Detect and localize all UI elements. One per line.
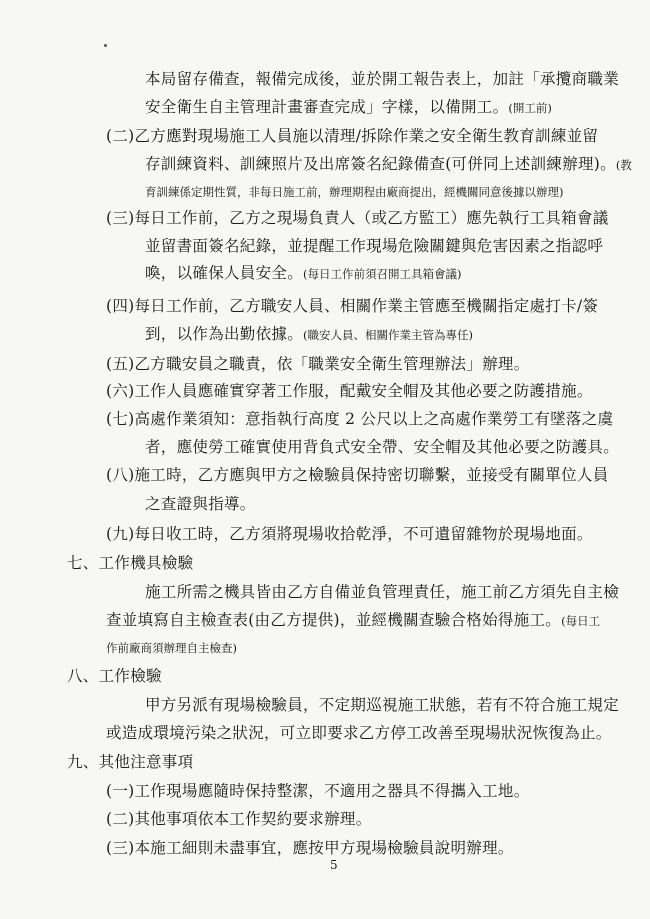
item-6: (六)工作人員應確實穿著工作服，配戴安全帽及其他必要之防護措施。 bbox=[106, 382, 593, 400]
section-9-item-1: (一)工作現場應隨時保持整潔，不適用之器具不得攜入工地。 bbox=[106, 782, 530, 800]
item-2-line-1: (二)乙方應對現場施工人員施以清理/拆除作業之安全衛生教育訓練並留 bbox=[106, 127, 599, 145]
section-9-item-3: (三)本施工細則未盡事宜，應按甲方現場檢驗員說明辦理。 bbox=[106, 839, 514, 857]
item-2-line-2: 存訓練資料、訓練照片及出席簽名紀錄備查(可併同上述訓練辦理)。(教 bbox=[145, 155, 632, 173]
item-7-line-1: (七)高處作業須知：意指執行高度 2 公尺以上之高處作業勞工有墜落之虞 bbox=[106, 410, 614, 428]
item-4-line-1: (四)每日工作前，乙方職安人員、相關作業主管應至機關指定處打卡/簽 bbox=[106, 297, 599, 315]
item-7-line-2: 者，應使勞工確實使用背負式安全帶、安全帽及其他必要之防護具。 bbox=[145, 438, 620, 456]
item-5: (五)乙方職安員之職責，依「職業安全衛生管理辦法」辦理。 bbox=[106, 355, 530, 373]
line-1: 本局留存備查，報備完成後，並於開工報告表上，加註「承攬商職業 bbox=[145, 70, 620, 88]
section-7-line-2: 查並填寫自主檢查表(由乙方提供)，並經機關查驗合格始得施工。(每日工 bbox=[106, 611, 601, 629]
item-8-line-1: (八)施工時，乙方應與甲方之檢驗員保持密切聯繫，並接受有關單位人員 bbox=[106, 466, 609, 484]
item-2-note: 育訓練係定期性質，非每日施工前，辦理期程由廠商提出，經機關同意後據以辦理) bbox=[145, 185, 564, 199]
section-7-line-1: 施工所需之機具皆由乙方自備並負管理責任，施工前乙方須先自主檢 bbox=[145, 583, 620, 601]
section-7-note: 作前廠商須辦理自主檢查) bbox=[106, 641, 237, 655]
line-2: 安全衛生自主管理計畫審查完成」字樣，以備開工。(開工前) bbox=[145, 98, 552, 116]
item-3-line-2: 並留書面簽名紀錄，並提醒工作現場危險關鍵與危害因素之指認呼 bbox=[145, 237, 604, 255]
item-3-line-3: 喚，以確保人員安全。(每日工作前須召開工具箱會議) bbox=[145, 264, 462, 282]
item-4-line-2: 到，以作為出勤依據。(職安人員、相關作業主管為專任) bbox=[145, 325, 473, 343]
item-3-line-1: (三)每日工作前，乙方之現場負責人（或乙方監工）應先執行工具箱會議 bbox=[106, 209, 609, 227]
section-8-line-1: 甲方另派有現場檢驗員，不定期巡視施工狀態，若有不符合施工規定 bbox=[145, 696, 620, 714]
section-7-heading: 七、工作機具檢驗 bbox=[67, 554, 194, 572]
scan-speck bbox=[104, 44, 107, 47]
page-number: 5 bbox=[330, 858, 338, 872]
section-9-item-2: (二)其他事項依本工作契約要求辦理。 bbox=[106, 810, 372, 828]
section-8-heading: 八、工作檢驗 bbox=[67, 667, 162, 685]
section-9-heading: 九、其他注意事項 bbox=[67, 753, 194, 771]
item-8-line-2: 之查證與指導。 bbox=[145, 495, 256, 513]
item-9: (九)每日收工時，乙方須將現場收拾乾淨，不可遺留雜物於現場地面。 bbox=[106, 525, 593, 543]
section-8-line-2: 或造成環境污染之狀況，可立即要求乙方停工改善至現場狀況恢復為止。 bbox=[106, 724, 612, 742]
